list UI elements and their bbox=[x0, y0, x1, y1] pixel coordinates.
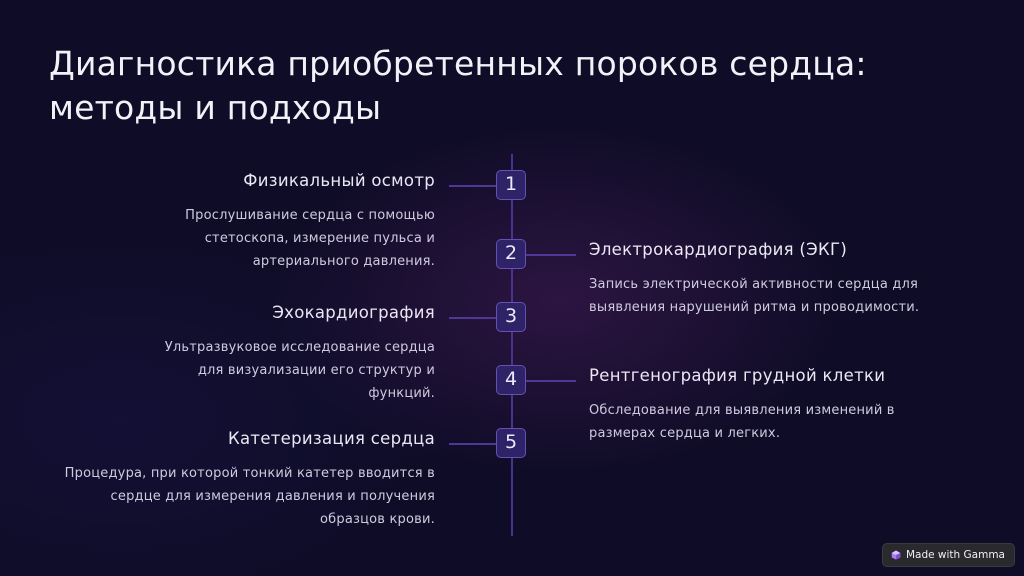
step-2-description: Запись электрической активности сердца для выявления нарушений ритма и проводимости. bbox=[589, 277, 920, 315]
step-2-heading: Электрокардиография (ЭКГ) bbox=[589, 240, 848, 259]
step-number-4: 4 bbox=[496, 365, 526, 395]
step-5-description: Процедура, при которой тонкий катетер вводится в сердце для измерения давления и получения образцов крови. bbox=[64, 466, 435, 527]
made-with-gamma-badge[interactable] bbox=[882, 543, 1015, 567]
connector-2 bbox=[526, 254, 576, 256]
step-2 bbox=[589, 239, 989, 319]
connector-1 bbox=[449, 185, 499, 187]
step-number-3: 3 bbox=[496, 302, 526, 332]
connector-4 bbox=[526, 380, 576, 382]
step-number-2: 2 bbox=[496, 239, 526, 269]
connector-5 bbox=[449, 443, 499, 445]
step-3 bbox=[35, 302, 435, 405]
step-number-5: 5 bbox=[496, 428, 526, 458]
gamma-logo-icon bbox=[891, 550, 901, 560]
step-3-description: Ультразвуковое исследование сердца для визуализации его структур и функций. bbox=[164, 340, 435, 401]
step-1-heading: Физикальный осмотр bbox=[243, 171, 435, 190]
page-title bbox=[49, 42, 949, 130]
step-5-heading: Катетеризация сердца bbox=[227, 429, 435, 448]
badge-label: Made with Gamma bbox=[905, 549, 1005, 561]
step-3-heading: Эхокардиография bbox=[272, 303, 435, 322]
step-5 bbox=[35, 428, 435, 531]
timeline-axis bbox=[511, 154, 513, 536]
step-4 bbox=[589, 365, 989, 445]
connector-3 bbox=[449, 317, 499, 319]
step-number-1: 1 bbox=[496, 170, 526, 200]
step-1 bbox=[35, 170, 435, 273]
step-4-heading: Рентгенография грудной клетки bbox=[589, 366, 886, 385]
title-line-2: методы и подходы bbox=[49, 88, 382, 127]
step-1-description: Прослушивание сердца с помощью стетоскопа, измерение пульса и артериального давления. bbox=[185, 208, 435, 269]
step-4-description: Обследование для выявления изменений в размерах сердца и легких. bbox=[589, 403, 895, 441]
title-line-1: Диагностика приобретенных пороков сердца: bbox=[49, 44, 867, 83]
